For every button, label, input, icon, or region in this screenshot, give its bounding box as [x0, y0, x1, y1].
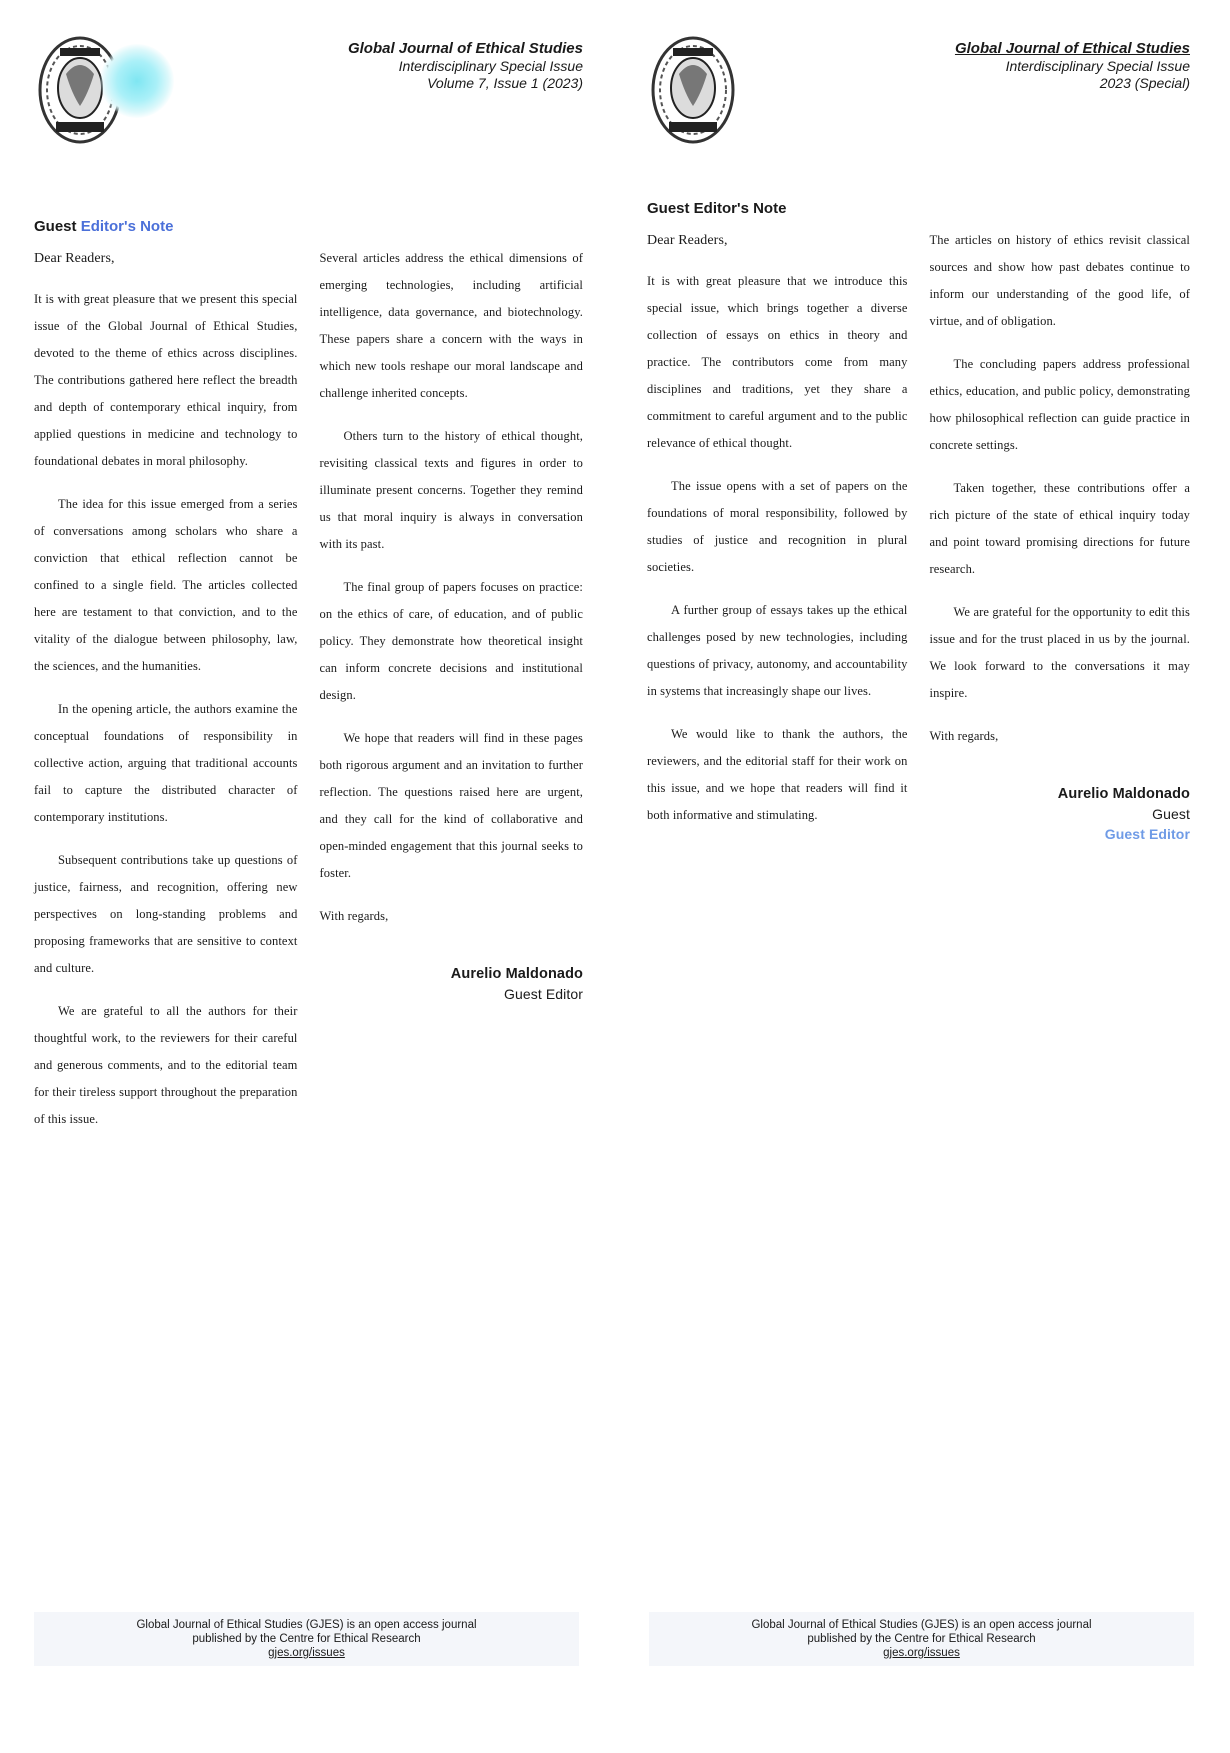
footer-link[interactable]: gjes.org/issues	[883, 1647, 960, 1659]
paragraph: Subsequent contributions take up questions of justice, fairness, and recognition, offering new perspectives on long-standing problems and proposing frameworks that are sensitive to context and culture.	[34, 853, 298, 975]
footer-line: published by the Centre for Ethical Research	[807, 1633, 1036, 1645]
right-header	[647, 30, 1190, 170]
left-column-2	[320, 245, 584, 1149]
section-label: Guest	[34, 218, 77, 235]
left-column-1	[34, 245, 298, 1149]
footer-link[interactable]: gjes.org/issues	[268, 1647, 345, 1659]
paragraph: We are grateful to all the authors for their thoughtful work, to the reviewers for their careful and generous comments, and to the editorial team for their tireless support throughout the preparation of this issue.	[34, 1004, 298, 1126]
left-columns	[34, 245, 583, 1149]
paragraph: We would like to thank the authors, the reviewers, and the editorial staff for their work on this issue, and we hope that readers will find it both informative and stimulating.	[647, 727, 908, 822]
paragraph: The final group of papers focuses on practice: on the ethics of care, of education, and of public policy. They demonstrate how theoretical insight can inform concrete decisions and institutional design.	[319, 580, 583, 702]
signature-name: Aurelio Maldonado	[1057, 786, 1190, 802]
journal-title: Global Journal of Ethical Studies	[954, 40, 1190, 57]
section-label: Guest Editor's Note	[647, 200, 787, 217]
section-heading	[34, 218, 583, 235]
paragraph: The concluding papers address professional ethics, education, and public policy, demonstrating how philosophical reflection can guide practice in concrete settings.	[929, 357, 1190, 452]
paragraph: We hope that readers will find in these pages both rigorous argument and an invitation to further reflection. The questions raised here are urgent, and they call for the kind of collaborative and open-minded engagement that this journal seeks to foster.	[319, 731, 583, 880]
signature	[320, 964, 584, 1004]
paragraph: Others turn to the history of ethical thought, revisiting classical texts and figures in order to illuminate present concerns. Together they remind us that moral inquiry is always in conversation with its past.	[319, 429, 583, 551]
left-header	[34, 30, 583, 170]
signature-name: Aurelio Maldonado	[450, 966, 583, 982]
journal-subtitle: Interdisciplinary Special Issue	[398, 58, 583, 74]
journal-masthead	[850, 40, 1190, 92]
closing: With regards,	[319, 909, 389, 923]
paragraph: The idea for this issue emerged from a series of conversations among scholars who share a conviction that ethical reflection cannot be confined to a single field. The articles collected here are testament to that conviction, and to the vitality of the dialogue between philosophy, law, the sciences, and the humanities.	[34, 497, 298, 673]
left-footer	[34, 1612, 579, 1666]
section-label-highlight: Editor's Note	[80, 218, 174, 235]
right-column-2	[930, 227, 1191, 845]
paragraph: The articles on history of ethics revisit classical sources and show how past debates continue to inform our understanding of the good life, of virtue, and of obligation.	[929, 233, 1190, 328]
paragraph: The issue opens with a set of papers on the foundations of moral responsibility, followed by studies of justice and recognition in plural societies.	[647, 479, 908, 574]
paragraph: In the opening article, the authors examine the conceptual foundations of responsibility in collective action, arguing that traditional accounts fail to capture the distributed character of contemporary institutions.	[34, 702, 298, 824]
paragraph: Taken together, these contributions offer a rich picture of the state of ethical inquiry today and point toward promising directions for future research.	[929, 481, 1190, 576]
journal-volume: Volume 7, Issue 1 (2023)	[427, 75, 583, 91]
section-heading	[647, 200, 1190, 217]
journal-masthead	[243, 40, 583, 92]
logo-glow	[100, 44, 174, 118]
footer-line: Global Journal of Ethical Studies (GJES) is an open access journal	[136, 1619, 477, 1631]
paragraph: Several articles address the ethical dimensions of emerging technologies, including artificial intelligence, data governance, and biotechnology. These papers share a concern with the ways in which new tools reshape our moral landscape and challenge inherited concepts.	[319, 251, 583, 400]
right-columns	[647, 227, 1190, 845]
journal-title: Global Journal of Ethical Studies	[347, 40, 583, 57]
right-footer	[649, 1612, 1194, 1666]
greeting: Dear Readers,	[647, 233, 728, 248]
footer-line: published by the Centre for Ethical Research	[192, 1633, 421, 1645]
footer-line: Global Journal of Ethical Studies (GJES) is an open access journal	[751, 1619, 1092, 1631]
paragraph: A further group of essays takes up the ethical challenges posed by new technologies, including questions of privacy, autonomy, and accountability in systems that increasingly shape our lives.	[647, 603, 908, 698]
signature	[930, 784, 1191, 844]
journal-seal-icon	[649, 34, 737, 146]
signature-role-line: Guest	[1152, 806, 1190, 822]
journal-volume: 2023 (Special)	[1099, 75, 1190, 91]
right-page	[615, 0, 1230, 1753]
closing: With regards,	[929, 729, 999, 743]
signature-role: Guest Editor	[503, 986, 583, 1002]
journal-subtitle: Interdisciplinary Special Issue	[1005, 58, 1190, 74]
paragraph: It is with great pleasure that we present this special issue of the Global Journal of Ethical Studies, devoted to the theme of ethics across disciplines. The contributions gathered here reflect the breadth and depth of contemporary ethical inquiry, from applied questions in medicine and technology to foundational debates in moral philosophy.	[34, 292, 298, 468]
greeting: Dear Readers,	[34, 251, 115, 266]
paragraph: It is with great pleasure that we introduce this special issue, which brings together a diverse collection of essays on ethics in theory and practice. The contributors come from many disciplines and traditions, yet they share a commitment to careful argument and to the public relevance of ethical thought.	[647, 274, 908, 450]
signature-role: Guest Editor	[1104, 826, 1190, 842]
right-column-1	[647, 227, 908, 845]
paragraph: We are grateful for the opportunity to edit this issue and for the trust placed in us by the journal. We look forward to the conversations it may inspire.	[929, 605, 1190, 700]
